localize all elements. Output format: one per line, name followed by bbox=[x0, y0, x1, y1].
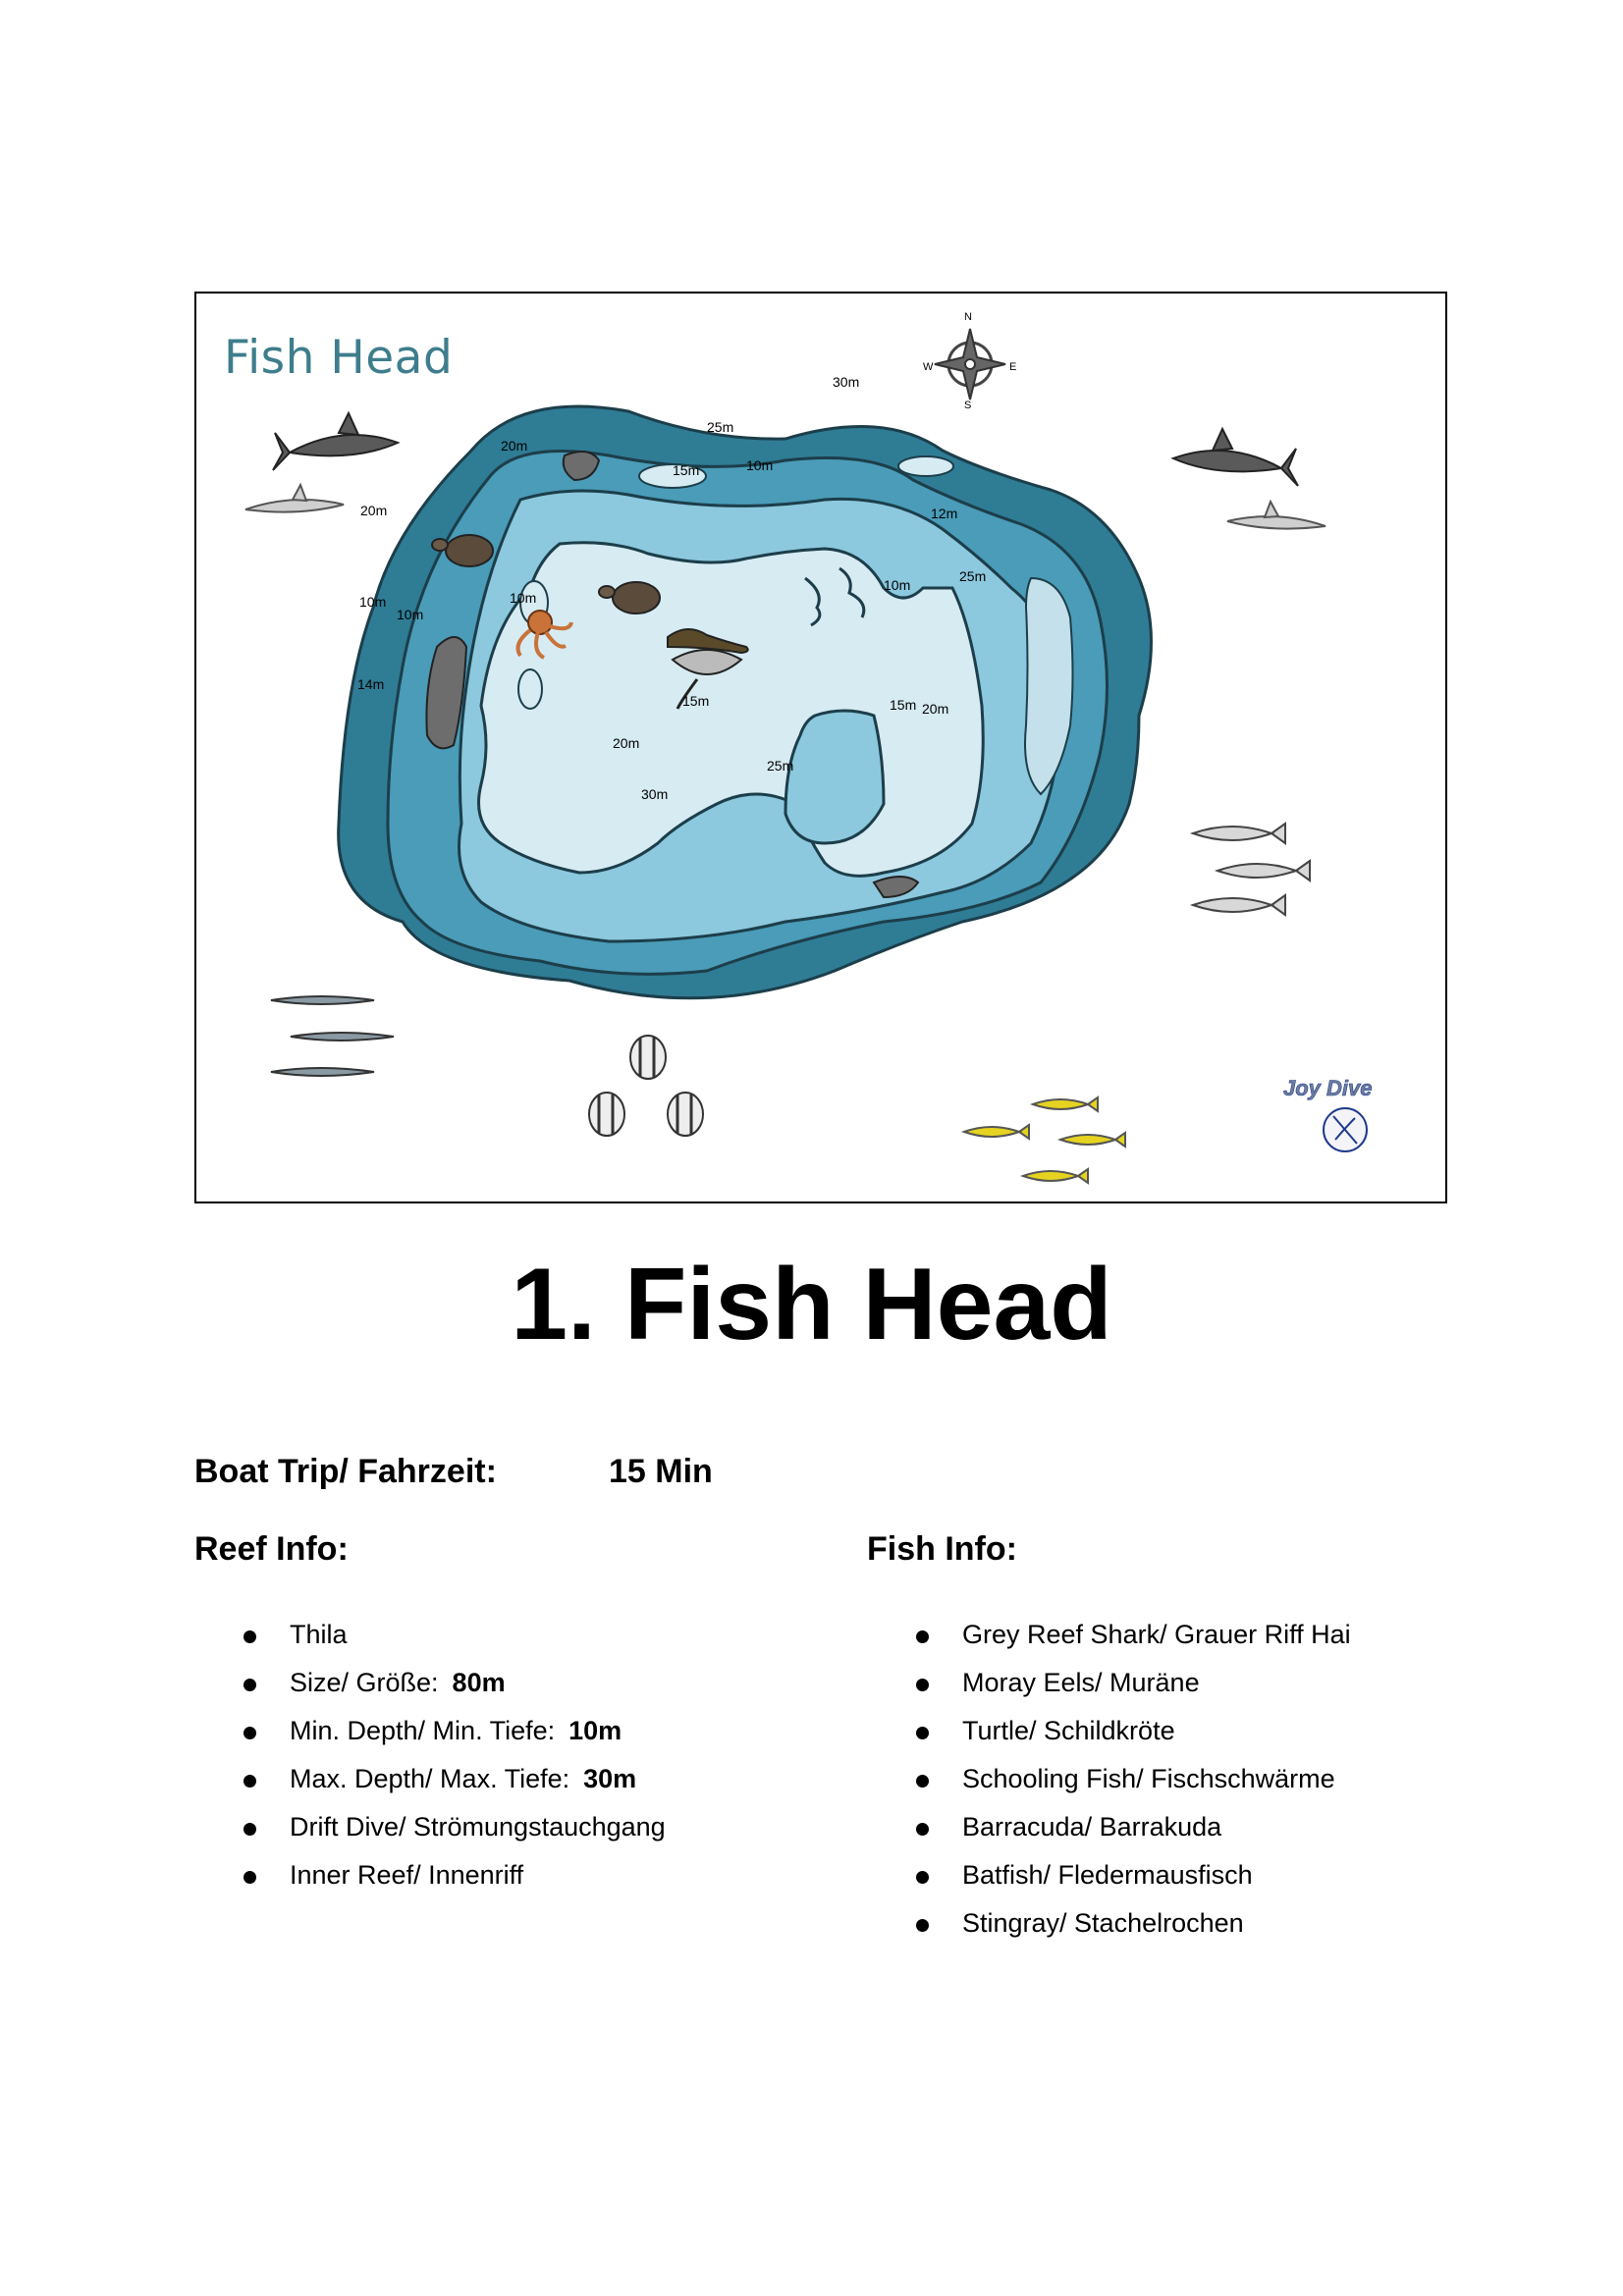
list-item: Grey Reef Shark/ Grauer Riff Hai bbox=[867, 1615, 1351, 1663]
depth-label: 20m bbox=[922, 701, 949, 717]
list-item: Max. Depth/ Max. Tiefe: 30m bbox=[194, 1759, 679, 1807]
compass-s: S bbox=[964, 400, 972, 411]
depth-label: 30m bbox=[641, 786, 669, 802]
grey-reef-shark-icon bbox=[1173, 429, 1298, 486]
joy-dive-logo bbox=[1324, 1108, 1367, 1151]
depth-label: 10m bbox=[397, 607, 424, 622]
map-title: Fish Head bbox=[224, 331, 454, 385]
compass-e: E bbox=[1009, 361, 1017, 373]
depth-label: 15m bbox=[682, 693, 710, 709]
list-item: Moray Eels/ Muräne bbox=[867, 1663, 1351, 1711]
list-item: Size/ Größe: 80m bbox=[194, 1663, 679, 1711]
list-item: Barracuda/ Barrakuda bbox=[867, 1807, 1351, 1855]
depth-label: 20m bbox=[360, 503, 388, 518]
whitetip-shark-icon bbox=[245, 485, 344, 512]
page-title: 1. Fish Head bbox=[511, 1248, 1112, 1362]
island-14m bbox=[518, 669, 542, 709]
fish-info-list bbox=[867, 1615, 1351, 1951]
reef-info-list bbox=[194, 1615, 679, 1903]
depth-label: 12m bbox=[931, 506, 958, 521]
depth-label: 14m bbox=[357, 676, 385, 692]
whitetip-shark-icon bbox=[1227, 502, 1325, 529]
depth-label: 15m bbox=[673, 462, 700, 478]
list-item: Drift Dive/ Strömungstauchgang bbox=[194, 1807, 679, 1855]
island-10m-right bbox=[898, 456, 953, 476]
list-item: Batfish/ Fledermausfisch bbox=[867, 1855, 1351, 1903]
compass-w: W bbox=[923, 361, 934, 373]
compass-rose-icon bbox=[935, 329, 1005, 400]
list-item: Min. Depth/ Min. Tiefe: 10m bbox=[194, 1711, 679, 1759]
depth-label: 10m bbox=[746, 457, 774, 473]
dive-site-map bbox=[194, 292, 1447, 1203]
compass-n: N bbox=[964, 311, 972, 323]
reef-info-heading: Reef Info: bbox=[194, 1530, 349, 1568]
barracuda-icon bbox=[271, 996, 394, 1076]
depth-label: 25m bbox=[707, 419, 734, 435]
snapper-school-icon bbox=[964, 1097, 1125, 1183]
depth-label: 25m bbox=[959, 568, 987, 584]
depth-label: 10m bbox=[884, 577, 911, 593]
grey-reef-shark-icon bbox=[273, 413, 398, 470]
depth-label: 25m bbox=[767, 758, 794, 774]
depth-label: 15m bbox=[890, 697, 917, 713]
list-item: Thila bbox=[194, 1615, 679, 1663]
depth-label: 10m bbox=[510, 590, 537, 606]
fish-info-heading: Fish Info: bbox=[867, 1530, 1017, 1568]
boat-trip-value: 15 Min bbox=[609, 1453, 713, 1490]
depth-label: 10m bbox=[359, 594, 387, 610]
batfish-icon bbox=[589, 1036, 703, 1136]
list-item: Stingray/ Stachelrochen bbox=[867, 1903, 1351, 1951]
list-item: Inner Reef/ Innenriff bbox=[194, 1855, 679, 1903]
reef-chart bbox=[196, 294, 1445, 1201]
depth-label: 20m bbox=[501, 438, 528, 454]
depth-label: 20m bbox=[613, 735, 640, 751]
list-item: Schooling Fish/ Fischschwärme bbox=[867, 1759, 1351, 1807]
boat-trip-label: Boat Trip/ Fahrzeit: bbox=[194, 1453, 497, 1490]
tuna-school-icon bbox=[1193, 824, 1310, 915]
depth-label: 30m bbox=[833, 374, 860, 390]
list-item: Turtle/ Schildkröte bbox=[867, 1711, 1351, 1759]
logo-text: Joy Dive bbox=[1283, 1076, 1373, 1100]
